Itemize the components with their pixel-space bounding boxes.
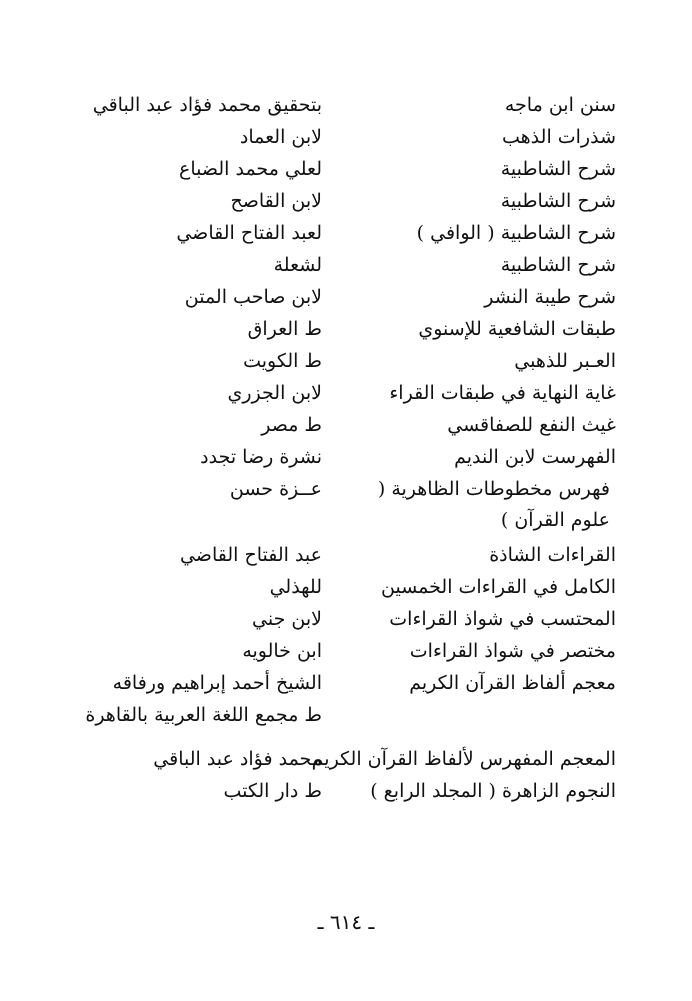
book-author: ط مجمع اللغة العربية بالقاهرة bbox=[85, 704, 322, 726]
bibliography-entry bbox=[0, 280, 692, 312]
bibliography-entry bbox=[0, 634, 692, 666]
book-author: لابن جني bbox=[252, 608, 322, 630]
book-title: شرح الشاطبية bbox=[500, 254, 616, 276]
bibliography-entry bbox=[0, 408, 692, 440]
book-title: مختصر في شواذ القراءات bbox=[409, 640, 616, 662]
book-author: ط الكويت bbox=[243, 350, 322, 372]
bibliography-entry bbox=[0, 570, 692, 602]
bibliography-entry bbox=[0, 312, 692, 344]
book-title: الفهرست لابن النديم bbox=[454, 446, 616, 468]
bibliography-entry bbox=[0, 344, 692, 376]
book-author: محمد فؤاد عبد الباقي bbox=[153, 748, 322, 770]
book-author: عبد الفتاح القاضي bbox=[179, 544, 322, 566]
book-author: عــزة حسن bbox=[229, 478, 322, 500]
book-title: طبقات الشافعية للإسنوي bbox=[418, 318, 616, 340]
bibliography-entry bbox=[0, 742, 692, 774]
book-title: شرح طيبة النشر bbox=[484, 286, 616, 308]
book-title: شرح الشاطبية ( الوافي ) bbox=[416, 222, 616, 244]
book-author: الشيخ أحمد إبراهيم ورفاقه bbox=[112, 672, 322, 694]
bibliography-entry bbox=[0, 440, 692, 472]
bibliography-entry bbox=[0, 376, 692, 408]
bibliography-entry bbox=[0, 538, 692, 570]
bibliography-entry bbox=[0, 216, 692, 248]
bibliography-entry bbox=[0, 774, 692, 806]
book-title: معجم ألفاظ القرآن الكريم bbox=[409, 672, 616, 694]
book-author: لعبد الفتاح القاضي bbox=[176, 222, 322, 244]
bibliography-entry bbox=[0, 698, 692, 742]
book-author: ط العراق bbox=[247, 318, 322, 340]
book-title: القراءات الشاذة bbox=[489, 544, 616, 566]
bibliography-entry bbox=[0, 120, 692, 152]
book-title: فهرس مخطوطات الظاهرية ( علوم القرآن ) bbox=[377, 478, 610, 531]
book-title: غيث النفع للصفاقسي bbox=[447, 414, 616, 436]
book-title: شرح الشاطبية bbox=[500, 158, 616, 180]
bibliography-entry bbox=[0, 88, 692, 120]
book-title: شرح الشاطبية bbox=[500, 190, 616, 212]
bibliography-entry bbox=[0, 248, 692, 280]
book-author: لشعلة bbox=[273, 254, 322, 276]
book-title: النجوم الزاهرة ( المجلد الرابع ) bbox=[370, 780, 616, 802]
bibliography-entry bbox=[0, 666, 692, 698]
book-author: ط دار الكتب bbox=[223, 780, 322, 802]
book-title: شذرات الذهب bbox=[502, 126, 616, 148]
book-title: العـبر للذهبي bbox=[514, 350, 616, 372]
book-author: لابن صاحب المتن bbox=[184, 286, 322, 308]
bibliography-entry bbox=[0, 152, 692, 184]
book-author: لعلي محمد الضباع bbox=[179, 158, 322, 180]
book-title: سنن ابن ماجه bbox=[504, 94, 616, 116]
bibliography-entry bbox=[0, 184, 692, 216]
page-number: ـ ٦١٤ ـ bbox=[317, 910, 375, 934]
book-title: الكامل في القراءات الخمسين bbox=[381, 576, 616, 598]
book-author: نشرة رضا تجدد bbox=[200, 446, 322, 468]
book-title: المعجم المفهرس لألفاظ القرآن الكريم bbox=[311, 748, 616, 770]
book-author: ط مصر bbox=[261, 414, 322, 436]
book-author: لابن العماد bbox=[239, 126, 322, 148]
book-author: لابن الجزري bbox=[227, 382, 322, 404]
book-author: للهذلي bbox=[269, 576, 322, 598]
bibliography-entry bbox=[0, 602, 692, 634]
book-author: ابن خالويه bbox=[242, 640, 322, 662]
book-title: غاية النهاية في طبقات القراء bbox=[389, 382, 616, 404]
book-author: بتحقيق محمد فؤاد عبد الباقي bbox=[92, 94, 322, 116]
bibliography-entry bbox=[0, 472, 692, 538]
book-title: المحتسب في شواذ القراءات bbox=[389, 608, 616, 630]
book-author: لابن القاصح bbox=[230, 190, 322, 212]
bibliography-list bbox=[0, 88, 692, 806]
